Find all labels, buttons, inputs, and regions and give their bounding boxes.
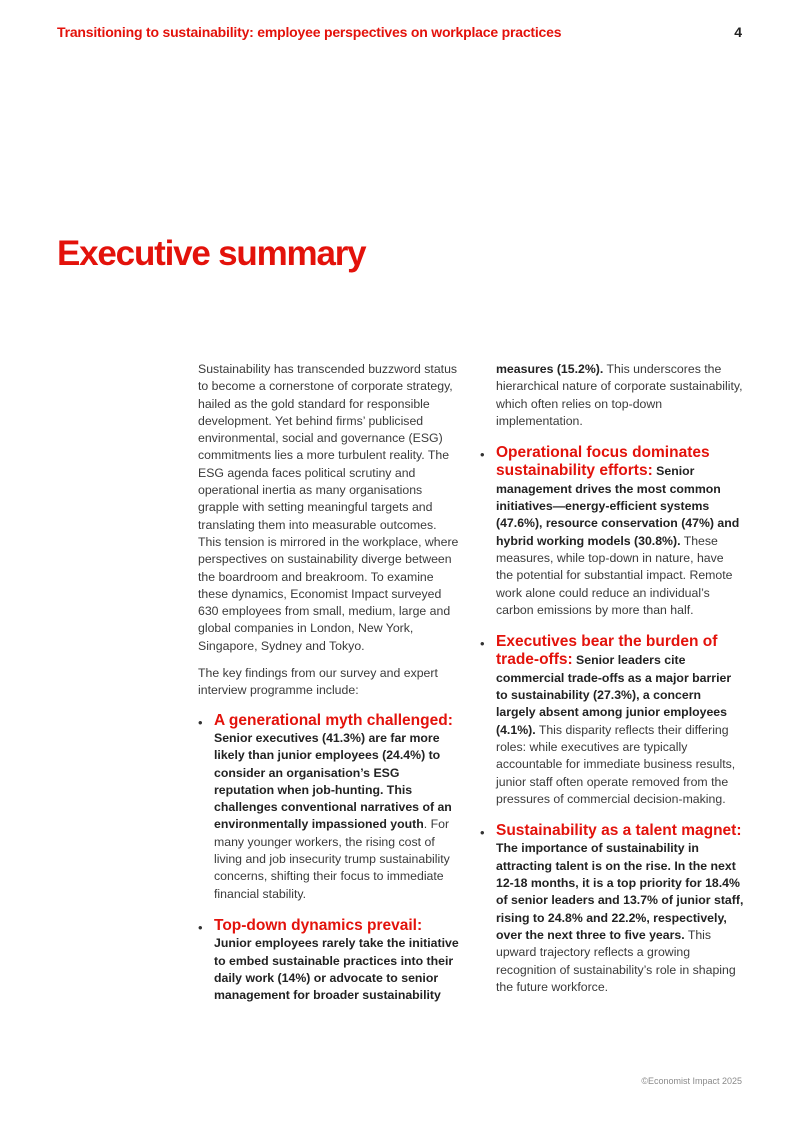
finding-bold-text: measures (15.2%).: [496, 362, 604, 376]
finding-bold-text: Senior executives (41.3%) are far more likely than junior employees (24.4%) to consider an organisation’s ESG reputation when job-hunting. This challenges conventional narratives of an environmentally impassioned youth: [214, 730, 452, 832]
finding-heading: A generational myth challenged:: [214, 711, 453, 729]
finding-executives-trade-offs: [480, 633, 744, 808]
finding-generational-myth: [198, 712, 460, 903]
right-column: [496, 361, 744, 1010]
finding-body-text: . For many younger workers, the rising cost of living and job insecurity trump sustainability concerns, shifting their focus to immediate financial stability.: [214, 817, 450, 901]
finding-bold-text: The importance of sustainability in attracting talent is on the rise. In the next 12-18 months, it is a top priority for 18.4% of senior leaders and 13.7% of junior staff, rising to 24.8% and 22.2%, respectively, over the next three to five years.: [496, 841, 744, 942]
finding-body-text: This disparity reflects their differing roles: while executives are typically accountable for immediate business results, junior staff often operate removed from the pressures of commercial decision-making.: [496, 722, 736, 806]
findings-list: [198, 712, 460, 1005]
footer-copyright: ©Economist Impact 2025: [641, 1076, 742, 1086]
finding-bold-text: Senior leaders cite commercial trade-offs as a major barrier to sustainability (27.3%), a concern largely absent among junior employees (4.1%).: [496, 653, 732, 737]
finding-continuation: [496, 361, 744, 430]
intro-paragraph: Sustainability has transcended buzzword status to become a cornerstone of corporate strategy, hailed as the gold standard for responsible development. Yet behind firms’ publicised environmental, social and governance (ESG) commitments lies a more turbulent reality. The ESG agenda faces political scrutiny and operational inertia as many organisations grapple with setting meaningful targets and translating them into measurable outcomes. This tension is mirrored in the workplace, where perspectives on sustainability diverge between the boardroom and breakroom. To examine these dynamics, Economist Impact surveyed 630 employees from small, medium, large and global companies in London, New York, Singapore, Sydney and Tokyo.: [198, 362, 459, 653]
finding-operational-focus: [480, 444, 744, 619]
finding-body-text: This underscores the hierarchical nature of corporate sustainability, which often relies on top-down implementation.: [496, 362, 743, 428]
finding-heading: Executives bear the burden of trade-offs:: [496, 633, 718, 669]
finding-heading: Top-down dynamics prevail:: [214, 916, 423, 934]
finding-heading: Operational focus dominates sustainability efforts:: [496, 444, 710, 480]
findings-list-continued: [480, 444, 744, 996]
finding-body-text: These measures, while top-down in nature, have the potential for substantial impact. Remote work alone could reduce an individual’s carbon emissions by more than half.: [496, 533, 733, 617]
header-title: Transitioning to sustainability: employee perspectives on workplace practices: [57, 24, 562, 40]
finding-bold-text: Senior management drives the most common initiatives—energy-efficient systems (47.6%), resource conservation (47%) and hybrid working models (30.8%).: [496, 464, 740, 548]
finding-body-text: This upward trajectory reflects a growing recognition of sustainability’s role in shaping the future workforce.: [496, 927, 736, 994]
left-column: [198, 361, 460, 1018]
intro-lead-in: The key findings from our survey and expert interview programme include:: [198, 666, 438, 698]
finding-talent-magnet: [480, 822, 744, 996]
finding-bold-text: Junior employees rarely take the initiative to embed sustainable practices into their daily work (14%) or advocate to senior management for broader sustainability: [214, 936, 459, 1003]
section-title: Executive summary: [57, 234, 366, 273]
finding-heading: Sustainability as a talent magnet:: [496, 822, 742, 840]
page-number: 4: [734, 24, 742, 40]
finding-top-down: [198, 917, 460, 1004]
